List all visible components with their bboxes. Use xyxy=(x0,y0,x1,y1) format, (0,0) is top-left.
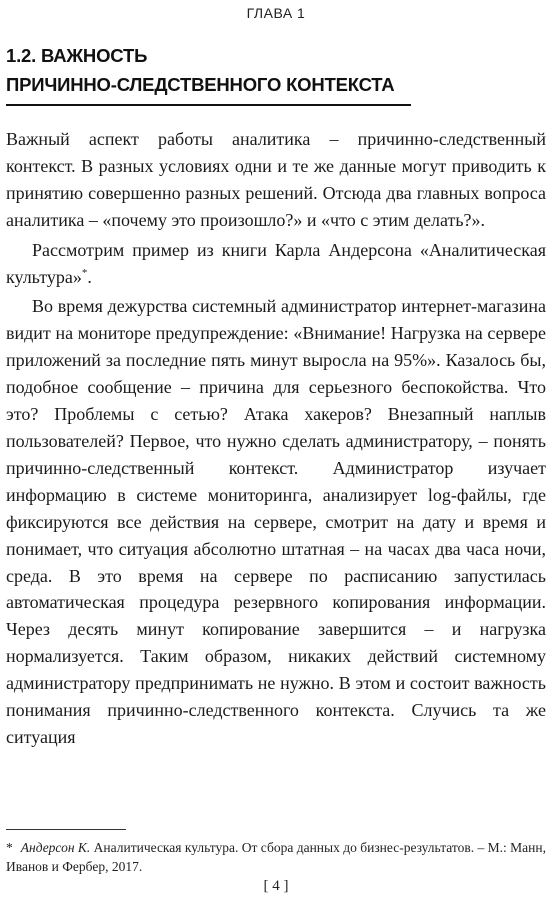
footnote-text: Аналитическая культура. От сбора данных до бизнес-результатов. – М.: Манн, Иванов и Фербер, 2017. xyxy=(6,840,546,874)
section-title xyxy=(6,41,426,99)
page-number: [ 4 ] xyxy=(263,878,289,894)
paragraph-2-text: Рассмотрим пример из книги Карла Андерсона «Аналитическая культура» xyxy=(6,239,546,287)
section-title-line-2: ПРИЧИННО-СЛЕДСТВЕННОГО КОНТЕКСТА xyxy=(6,74,395,95)
footnote-marker: * xyxy=(6,840,13,855)
paragraph-1: Важный аспект работы аналитика – причинно-следственный контекст. В разных условиях одни и те же данные могут приводить к принятию совершенно разных решений. Отсюда два главных вопроса аналитика – «почему это произошло?» и «что с этим делать?». xyxy=(6,129,546,230)
paragraph-2 xyxy=(6,237,546,291)
body-text xyxy=(6,126,546,751)
footnote-author: Андерсон К. xyxy=(20,840,91,855)
paragraph-3: Во время дежурства системный администратор интернет-магазина видит на мониторе предупреждение: «Внимание! Нагрузка на сервере приложений за последние пять минут выросла на 95%». Казалось бы, подобное сообщение – причина для серьезного беспокойства. Что это? Проблемы с сетью? Атака хакеров? Внезапный наплыв пользователей? Первое, что нужно сделать администратору, – понять причинно-следственный контекст. Администратор изучает информацию в системе мониторинга, анализирует log-файлы, где фиксируются все действия на сервере, смотрит на дату и время и понимает, что ситуация абсолютно штатная – на часах два часа ночи, среда. В это время на сервере по расписанию запустилась автоматическая процедура резервного копирования информации. Через десять минут копирование завершится – и нагрузка нормализуется. Таким образом, никаких действий системному администратору предпринимать не нужно. В этом и состоит важность понимания причинно-следственного контекста. Случись та же ситуация xyxy=(6,296,546,747)
footnote xyxy=(6,838,546,876)
running-head: ГЛАВА 1 xyxy=(246,5,306,21)
footnote-reference: * xyxy=(81,266,88,279)
section-title-line-1: 1.2. ВАЖНОСТЬ xyxy=(6,45,148,66)
paragraph-2-end: . xyxy=(87,266,92,287)
title-underline xyxy=(6,104,411,106)
footnote-divider xyxy=(6,829,126,830)
